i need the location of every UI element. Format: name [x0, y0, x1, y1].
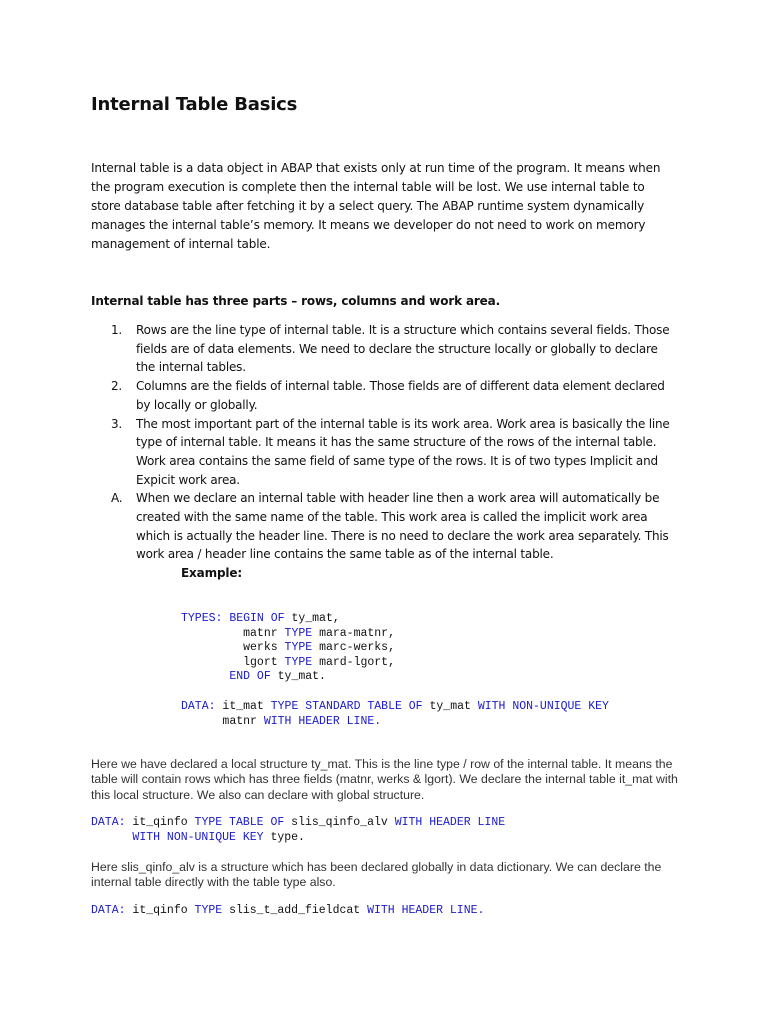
- parts-list: [91, 321, 671, 564]
- code-text: slis_t_add_fieldcat: [229, 904, 361, 917]
- list-item: [91, 489, 671, 564]
- code-text: it_qinfo: [132, 816, 188, 829]
- list-marker: 2.: [111, 379, 123, 394]
- code-block-data-it-mat: [181, 700, 609, 729]
- code-text: slis_qinfo_alv: [291, 816, 388, 829]
- code-keyword: WITH NON-UNIQUE KEY: [132, 830, 264, 844]
- list-item: [91, 377, 671, 414]
- code-text: ty_mat,: [291, 612, 340, 625]
- code-keyword: BEGIN OF: [229, 612, 285, 625]
- code-keyword: TYPES:: [181, 612, 223, 625]
- code-text: it_qinfo: [132, 904, 188, 917]
- code-text: lgort: [243, 655, 278, 669]
- code-text: matnr: [222, 714, 257, 728]
- explanation-paragraph: Here we have declared a local structure ty_mat. This is the line type / row of the internal table. It means the table will contain rows which has three fields (matnr, werks & lgort). We declare the internal table it_mat with this local structure. We also can declare with global structure.: [91, 757, 678, 802]
- code-text: matnr: [243, 626, 278, 640]
- code-text: mara-matnr,: [319, 626, 395, 640]
- code-text: ty_mat: [429, 700, 471, 713]
- code-text: type.: [270, 830, 305, 844]
- code-keyword: TYPE STANDARD TABLE OF: [270, 700, 423, 713]
- list-item-text: When we declare an internal table with header line then a work area will automatically be created with the same name of the table. This work area is called the implicit work area which is actually the header line. There is no need to declare the work area separately. This work area / header line contains the same table as of the internal table.: [136, 491, 669, 562]
- code-text: it_mat: [222, 700, 264, 713]
- list-marker: 3.: [111, 416, 123, 431]
- list-item-text: Columns are the fields of internal table. Those fields are of different data element declared by locally or globally.: [136, 379, 665, 412]
- example-label: Example:: [181, 566, 242, 580]
- code-keyword: WITH HEADER LINE.: [263, 714, 382, 728]
- list-item-text: The most important part of the internal table is its work area. Work area is basically the line type of internal table. It means it has the same structure of the rows of the internal table. Work area contains the same field of same type of the rows. It is of two types Implicit and Expicit work area.: [136, 416, 670, 487]
- code-keyword: DATA:: [181, 700, 216, 713]
- code-block-data-it-qinfo: [91, 816, 505, 845]
- page-title: Internal Table Basics: [91, 94, 298, 115]
- code-keyword: WITH HEADER LINE: [394, 816, 506, 829]
- code-keyword: DATA:: [91, 904, 126, 917]
- intro-paragraph: Internal table is a data object in ABAP that exists only at run time of the program. It means when the program execution is complete then the internal table will be lost. We use internal table to store database table after fetching it by a select query. The ABAP runtime system dynamically manages the internal table’s memory. It means we developer do not need to work on memory management of internal table.: [91, 161, 661, 251]
- list-marker: 1.: [111, 323, 123, 337]
- list-item-text: Rows are the line type of internal table. It is a structure which contains several fields. Those fields are of data elements. We need to declare the structure locally or globally to declare the internal tables.: [136, 323, 670, 375]
- code-text: marc-werks,: [319, 641, 395, 655]
- list-marker: A.: [111, 491, 123, 506]
- code-block-data-table-type: [91, 904, 484, 919]
- code-keyword: TYPE: [194, 904, 223, 917]
- code-keyword: TYPE: [284, 641, 313, 655]
- code-keyword: WITH HEADER LINE.: [367, 904, 485, 917]
- code-keyword: TYPE: [284, 626, 313, 640]
- list-item: [91, 321, 671, 377]
- code-text: werks: [243, 641, 278, 655]
- code-keyword: TYPE TABLE OF: [194, 816, 285, 829]
- code-keyword: END OF: [229, 670, 271, 684]
- code-text: mard-lgort,: [319, 655, 395, 669]
- code-text: ty_mat.: [277, 670, 326, 684]
- code-keyword: WITH NON-UNIQUE KEY: [477, 700, 609, 713]
- list-item: [91, 415, 671, 490]
- parts-heading: Internal table has three parts – rows, columns and work area.: [91, 294, 501, 308]
- explanation-paragraph: Here slis_qinfo_alv is a structure which has been declared globally in data dictionary. We can declare the internal table directly with the table type also.: [91, 860, 662, 890]
- code-block-types: [181, 612, 395, 685]
- code-keyword: DATA:: [91, 816, 126, 829]
- code-keyword: TYPE: [284, 655, 313, 669]
